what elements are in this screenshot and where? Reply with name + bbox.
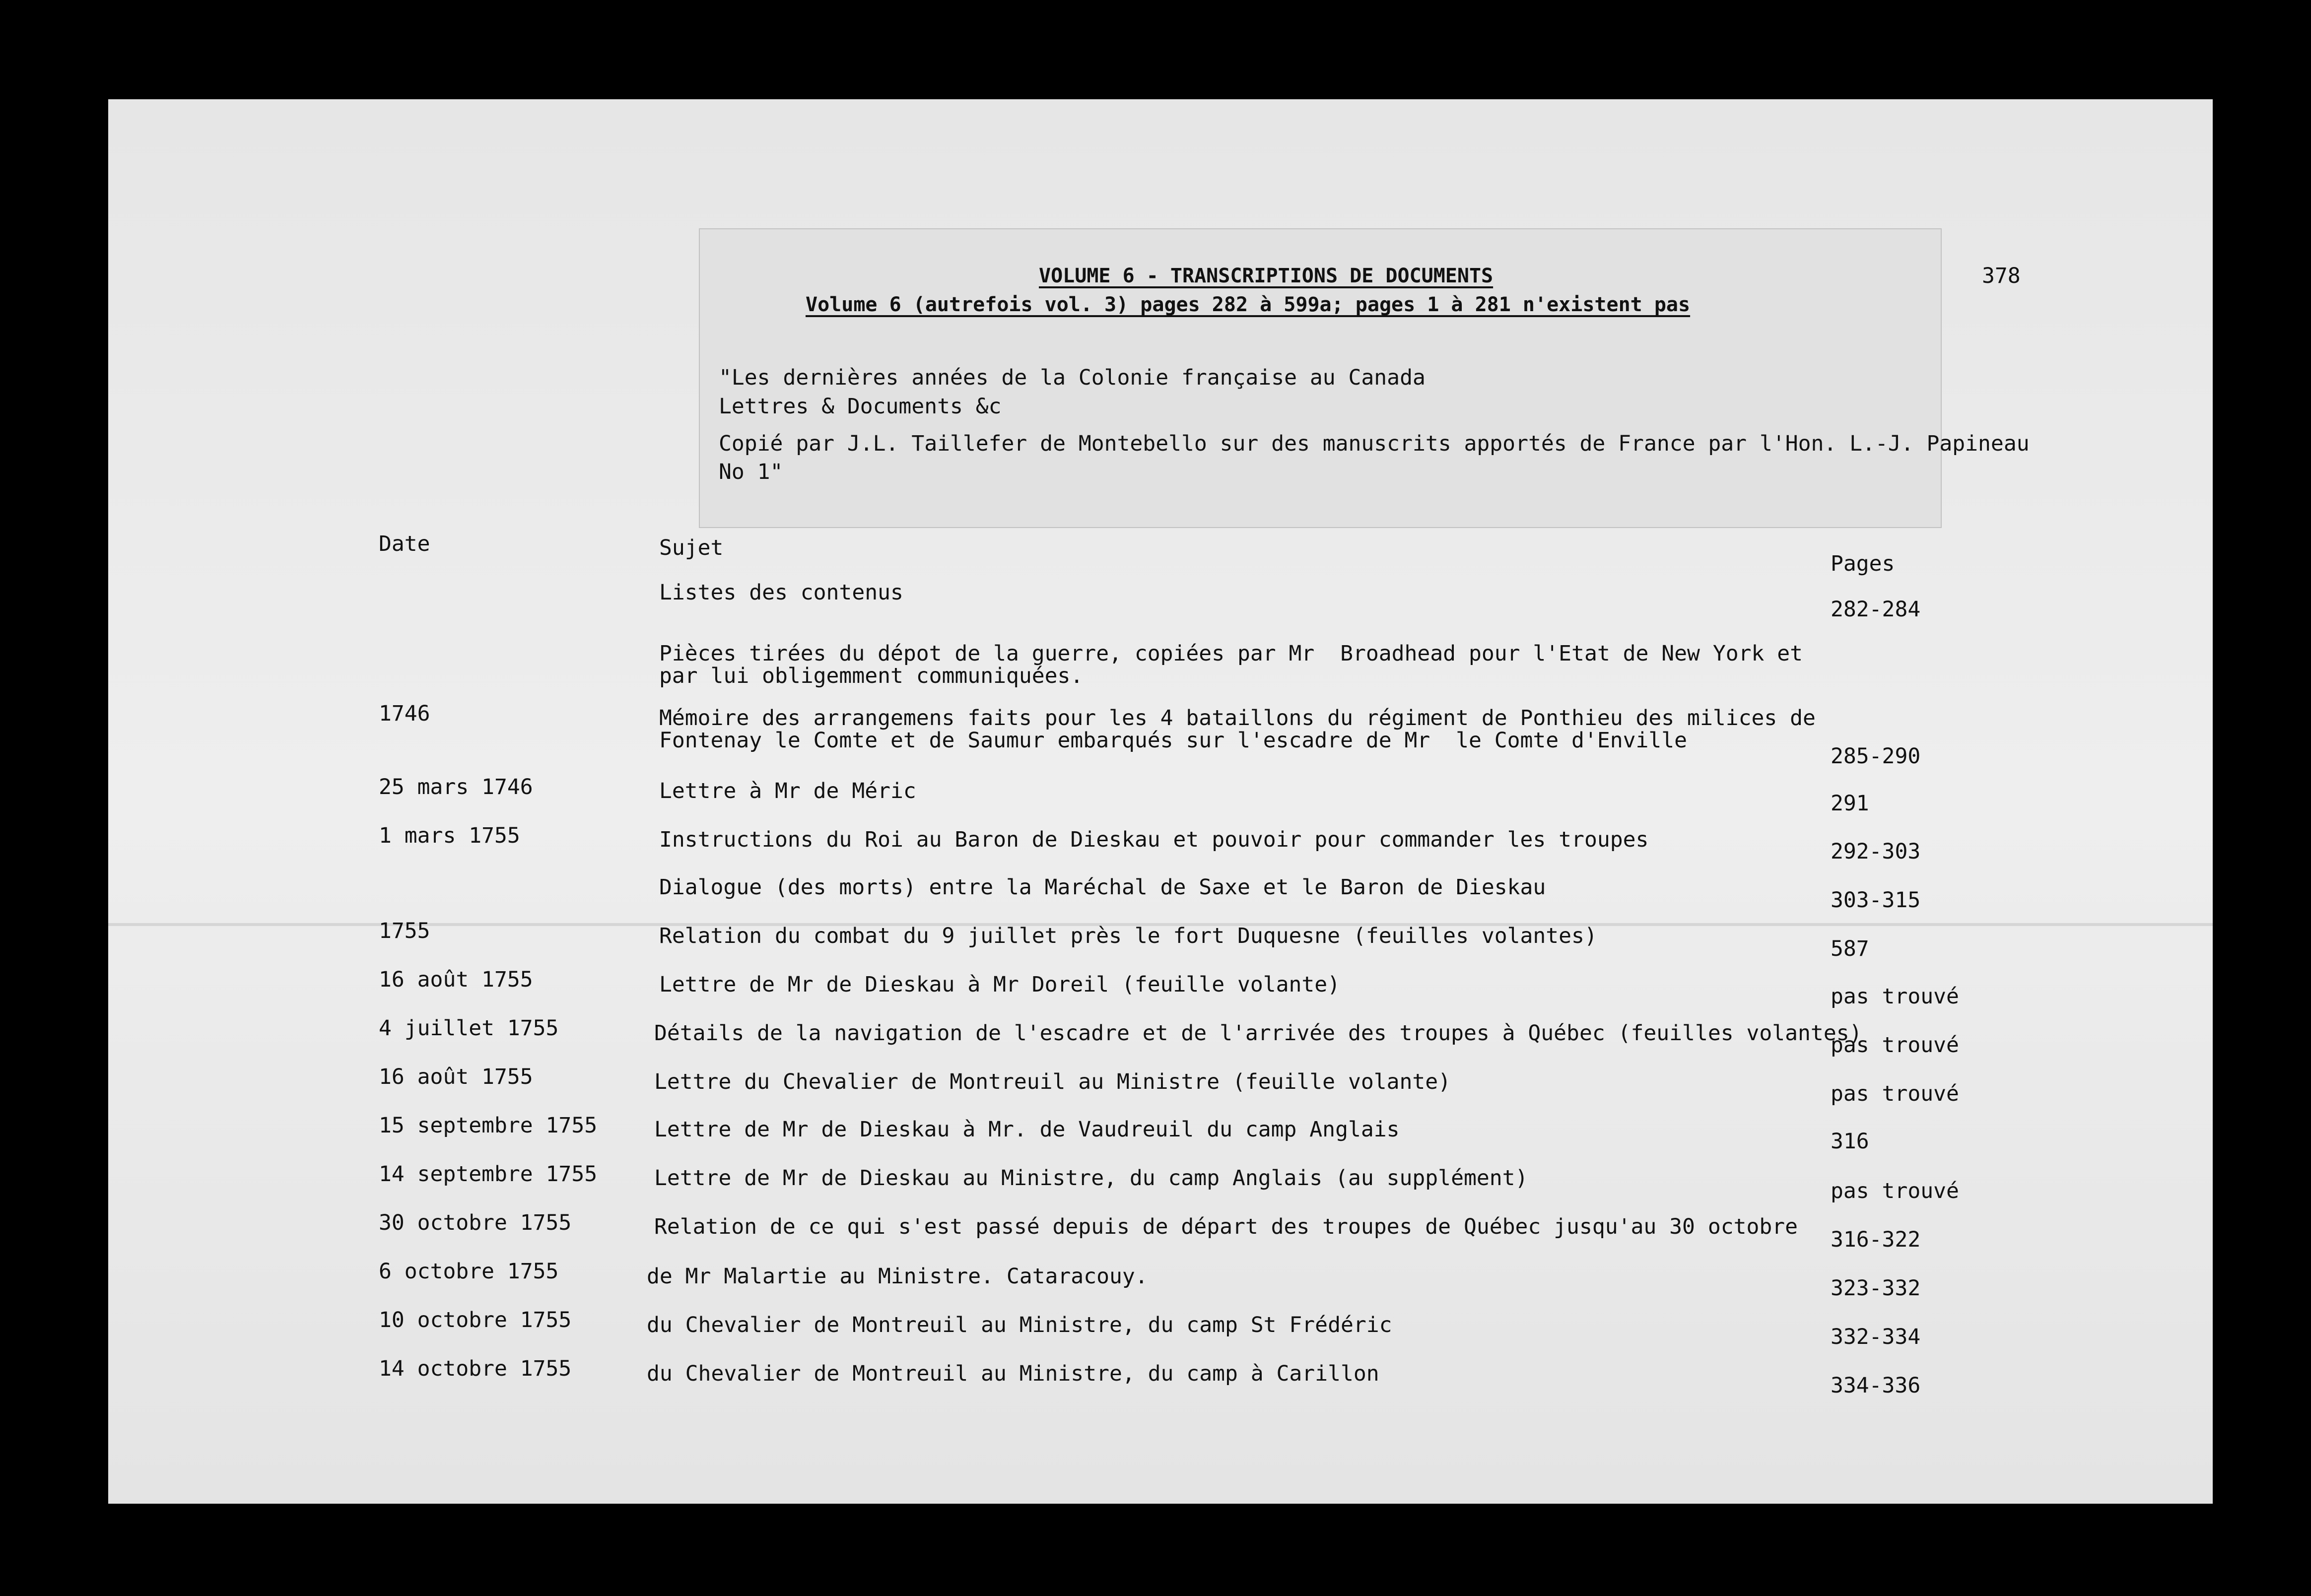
row-subject: de Mr Malartie au Ministre. Cataracouy. <box>647 1264 1148 1289</box>
row-date: 25 mars 1746 <box>379 775 533 799</box>
row-subject: Lettre de Mr de Dieskau à Mr. de Vaudreuil du camp Anglais <box>654 1117 1400 1142</box>
row-subject: Lettre de Mr de Dieskau au Ministre, du camp Anglais (au supplément) <box>654 1166 1528 1191</box>
row-pages: 332-334 <box>1831 1325 1921 1349</box>
row-pages: 285-290 <box>1831 744 1921 769</box>
row-subject: Instructions du Roi au Baron de Dieskau et pouvoir pour commander les troupes <box>659 827 1649 852</box>
row-date: 1746 <box>379 701 430 726</box>
row-date: 16 août 1755 <box>379 967 533 992</box>
row-pages: pas trouvé <box>1831 1081 1959 1106</box>
quote-line-3: Copié par J.L. Taillefer de Montebello sur des manuscrits apportés de France par l'Hon. L.-J. Papineau <box>719 431 2030 456</box>
row-pages: 282-284 <box>1831 597 1921 622</box>
column-header-pages: Pages <box>1831 551 1895 576</box>
row-date: 16 août 1755 <box>379 1064 533 1089</box>
quote-line-2: Lettres & Documents &c <box>719 394 1002 419</box>
row-date: 1 mars 1755 <box>379 823 520 848</box>
row-subject: Relation du combat du 9 juillet près le fort Duquesne (feuilles volantes) <box>659 924 1597 948</box>
row-pages: 303-315 <box>1831 888 1921 913</box>
document-page <box>108 99 2213 1504</box>
row-subject: Mémoire des arrangemens faits pour les 4 bataillons du régiment de Ponthieu des milices de Fontenay le Comte et de Saumur embarqués sur l'escadre de Mr le Comte d'Enville <box>659 706 1816 753</box>
quote-line-4: No 1" <box>719 460 783 484</box>
row-subject: du Chevalier de Montreuil au Ministre, du camp St Frédéric <box>647 1313 1392 1337</box>
row-date: 6 octobre 1755 <box>379 1259 559 1284</box>
row-subject: du Chevalier de Montreuil au Ministre, du camp à Carillon <box>647 1361 1379 1386</box>
row-pages: 323-332 <box>1831 1276 1921 1301</box>
row-pages: 587 <box>1831 936 1869 961</box>
row-date: 10 octobre 1755 <box>379 1308 572 1332</box>
row-pages: 316-322 <box>1831 1227 1921 1252</box>
row-pages: 316 <box>1831 1129 1869 1154</box>
row-subject: Listes des contenus <box>659 580 903 605</box>
column-header-subject: Sujet <box>659 535 724 560</box>
quote-line-1: "Les dernières années de la Colonie française au Canada <box>719 365 1426 390</box>
row-subject: Lettre à Mr de Méric <box>659 779 916 803</box>
row-date: 14 septembre 1755 <box>379 1162 598 1187</box>
header-title: VOLUME 6 - TRANSCRIPTIONS DE DOCUMENTS <box>1039 265 1494 287</box>
row-date: 4 juillet 1755 <box>379 1016 559 1041</box>
row-date: 1755 <box>379 919 430 943</box>
row-pages: 334-336 <box>1831 1373 1921 1398</box>
row-date: 30 octobre 1755 <box>379 1210 572 1235</box>
row-subject: Dialogue (des morts) entre la Maréchal de Saxe et le Baron de Dieskau <box>659 875 1546 900</box>
row-subject: Détails de la navigation de l'escadre et de l'arrivée des troupes à Québec (feuilles volantes) <box>654 1021 1862 1046</box>
row-pages: 291 <box>1831 791 1869 816</box>
row-date: 15 septembre 1755 <box>379 1113 598 1138</box>
column-header-date: Date <box>379 532 430 556</box>
row-pages: 292-303 <box>1831 839 1921 864</box>
row-pages: pas trouvé <box>1831 1033 1959 1058</box>
row-subject: Pièces tirées du dépot de la guerre, copiées par Mr Broadhead pour l'Etat de New York et par lui obligemment communiquées. <box>659 641 1803 688</box>
page-number: 378 <box>1982 264 2021 288</box>
row-subject: Lettre du Chevalier de Montreuil au Ministre (feuille volante) <box>654 1069 1451 1094</box>
row-date: 14 octobre 1755 <box>379 1356 572 1381</box>
row-pages: pas trouvé <box>1831 1179 1959 1203</box>
row-subject: Lettre de Mr de Dieskau à Mr Doreil (feuille volante) <box>659 972 1341 997</box>
row-pages: pas trouvé <box>1831 984 1959 1009</box>
header-subtitle: Volume 6 (autrefois vol. 3) pages 282 à 599a; pages 1 à 281 n'existent pas <box>806 293 1691 316</box>
row-subject: Relation de ce qui s'est passé depuis de départ des troupes de Québec jusqu'au 30 octobre <box>654 1214 1798 1239</box>
